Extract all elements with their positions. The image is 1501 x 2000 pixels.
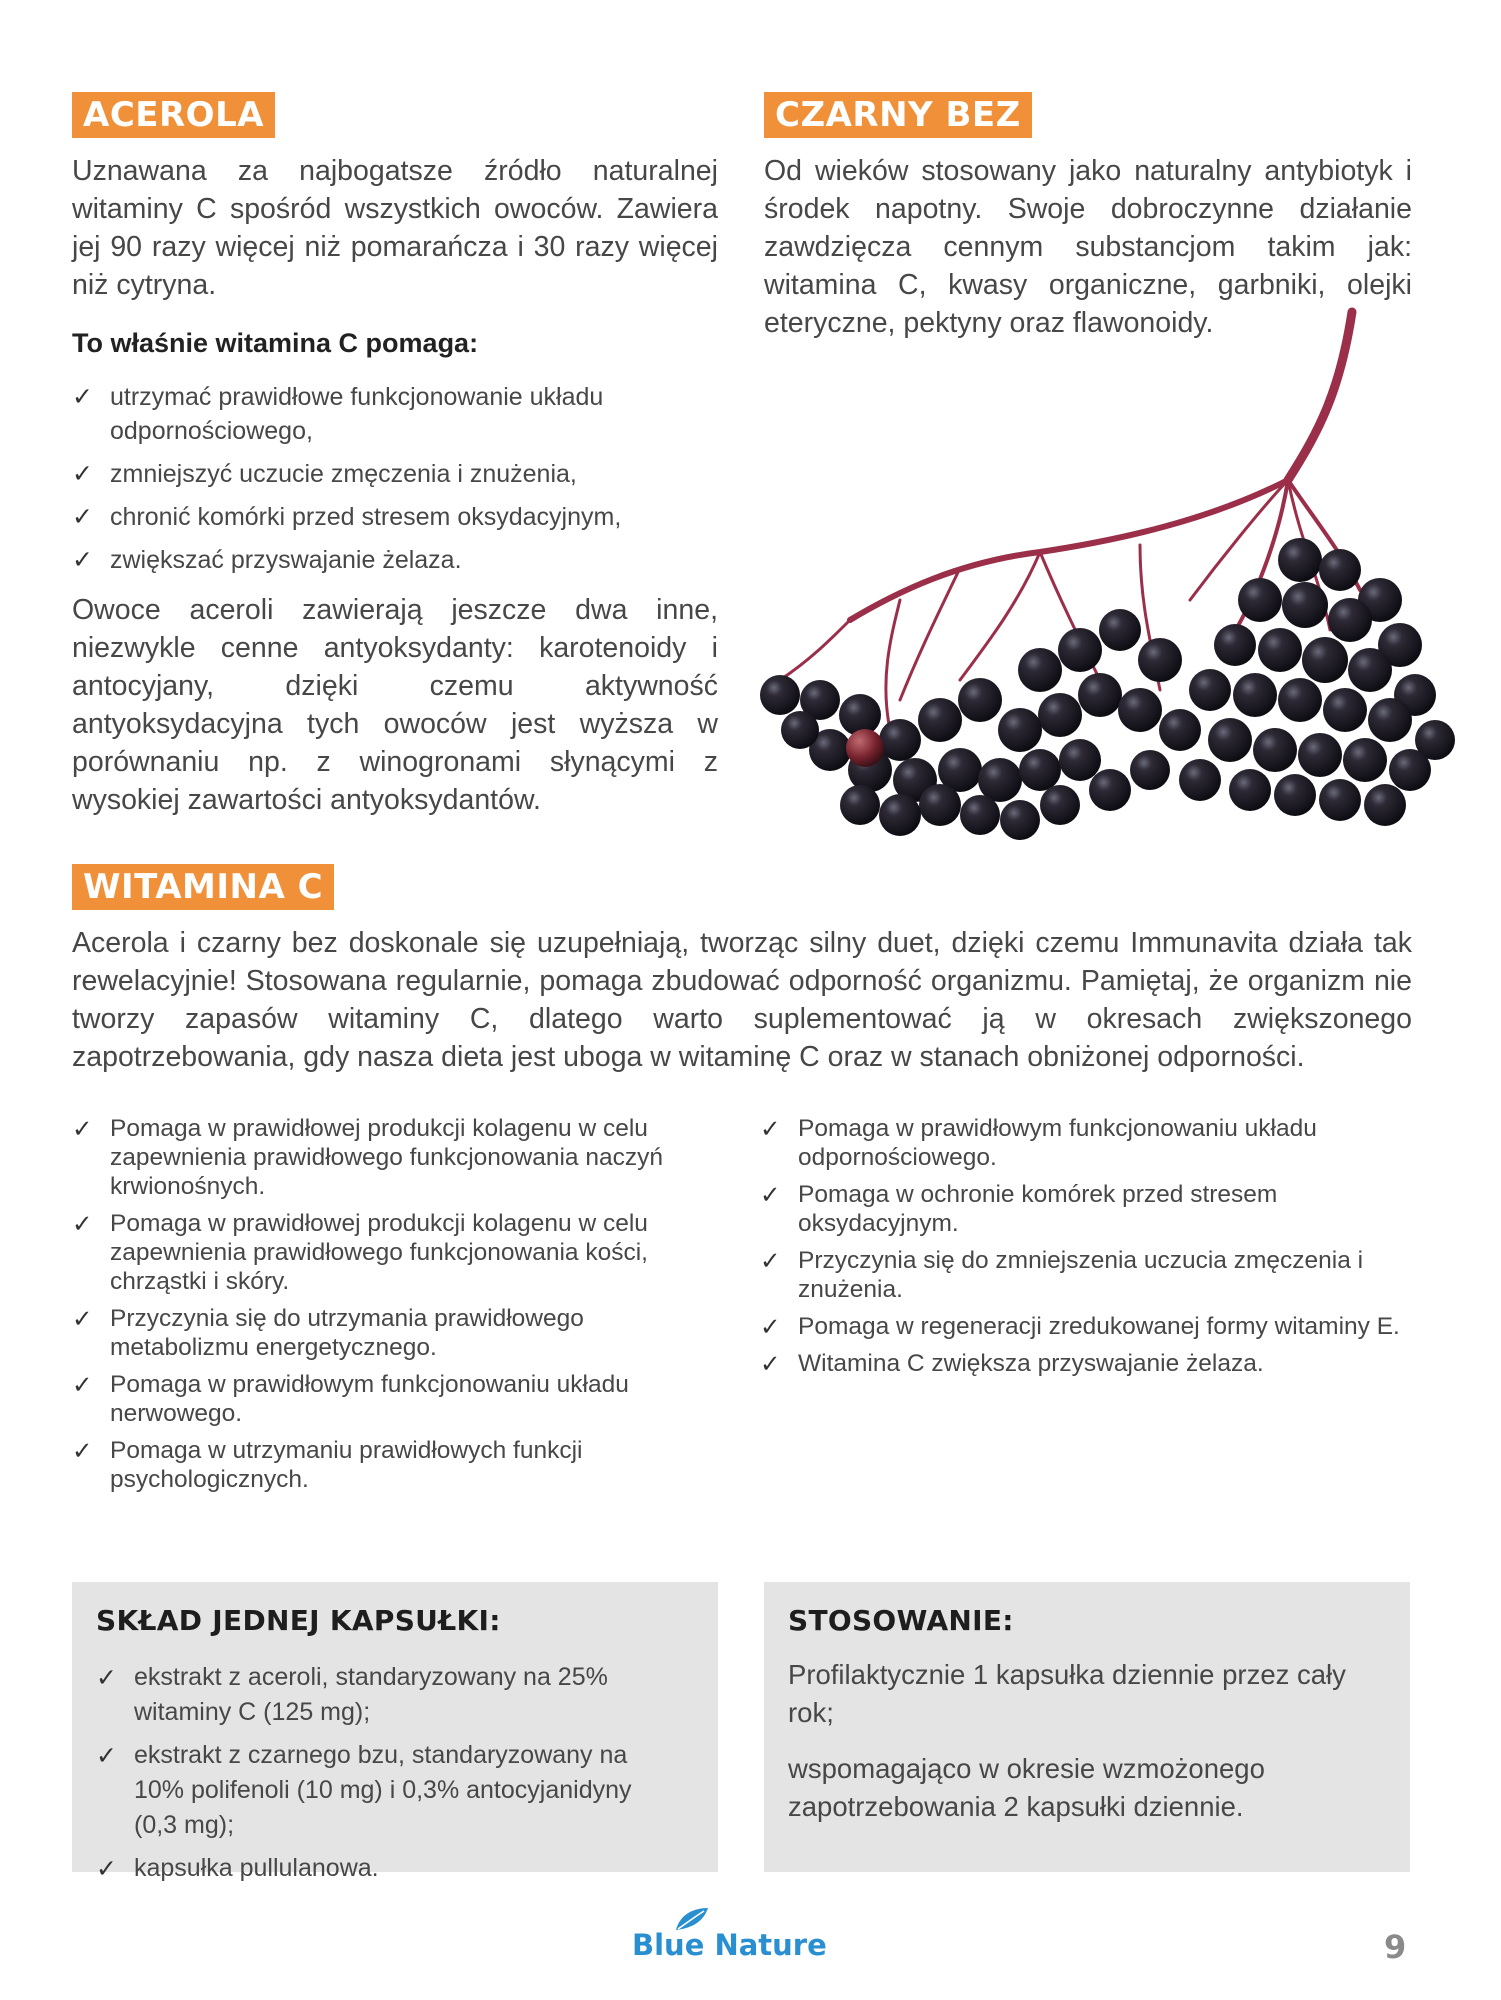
- list-item-text: Pomaga w prawidłowej produkcji kolagenu w celu zapewnienia prawidłowego funkcjonowania naczyń krwionośnych.: [110, 1115, 663, 1200]
- acerola-heading: ACEROLA: [72, 92, 275, 138]
- acerola-subheading: To właśnie witamina C pomaga:: [72, 328, 479, 358]
- check-icon: ✓: [760, 1349, 781, 1378]
- check-icon: ✓: [760, 1246, 781, 1275]
- list-item: [96, 1851, 676, 1886]
- brand-name: Blue Nature: [632, 1928, 827, 1962]
- witamina-c-right-list: [760, 1114, 1400, 1386]
- list-item: [760, 1114, 1400, 1172]
- list-item-text: Przyczynia się do utrzymania prawidłowego metabolizmu energetycznego.: [110, 1305, 584, 1361]
- check-icon: ✓: [760, 1180, 781, 1209]
- list-item: [96, 1660, 676, 1730]
- list-item: [72, 1304, 722, 1362]
- list-item: [72, 1209, 722, 1296]
- list-item-text: Pomaga w regeneracji zredukowanej formy witaminy E.: [798, 1313, 1400, 1340]
- check-icon: ✓: [72, 459, 93, 488]
- elderberry-image: [740, 300, 1460, 860]
- list-item: [760, 1180, 1400, 1238]
- acerola-outro: Owoce aceroli zawierają jeszcze dwa inne, niezwykle cenne antyoksydanty: karotenoidy i antocyjany, dzięki czemu aktywność antyoksydacyjna tych owoców jest wyższa w porównaniu np. z winogronami słynącymi z wysokiej zawartości antyoksydantów.: [72, 594, 718, 816]
- list-item: [72, 457, 672, 491]
- acerola-intro: Uznawana za najbogatsze źródło naturalnej witaminy C spośród wszystkich owoców. Zawiera jej 90 razy więcej niż pomarańcza i 30 razy więcej niż cytryna.: [72, 155, 718, 301]
- czarny-bez-text: Od wieków stosowany jako naturalny antybiotyk i środek napotny. Swoje dobroczynne działanie zawdzięcza cennym substancjom takim jak: witamina C, kwasy organiczne, garbniki, olejki eteryczne, pektyny oraz flawonoidy.: [764, 155, 1412, 339]
- page-number: 9: [1384, 1928, 1407, 1966]
- acerola-benefits-list: [72, 380, 672, 586]
- check-icon: ✓: [760, 1312, 781, 1341]
- list-item: [760, 1349, 1400, 1378]
- list-item: [72, 380, 672, 448]
- composition-list: [96, 1660, 676, 1894]
- witamina-c-heading: WITAMINA C: [72, 864, 334, 910]
- list-item-text: Pomaga w utrzymaniu prawidłowych funkcji psychologicznych.: [110, 1437, 583, 1493]
- witamina-c-left-list: [72, 1114, 722, 1502]
- check-icon: ✓: [96, 1663, 117, 1692]
- list-item-text: zwiększać przyswajanie żelaza.: [110, 546, 462, 574]
- check-icon: ✓: [96, 1854, 117, 1883]
- usage-text-2: wspomagająco w okresie wzmożonego zapotrzebowania 2 kapsułki dziennie.: [788, 1753, 1265, 1822]
- witamina-c-text: Acerola i czarny bez doskonale się uzupełniają, tworząc silny duet, dzięki czemu Immunavita działa tak rewelacyjnie! Stosowana regularnie, pomaga zbudować odporność organizmu. Pamiętaj, że organizm nie tworzy zapasów witaminy C, dlatego warto suplementować ją w okresach zwiększonego zapotrzebowania, gdy nasza dieta jest uboga w witaminę C oraz w stanach obniżonej odporności.: [72, 927, 1412, 1073]
- list-item: [760, 1246, 1400, 1304]
- usage-box: [764, 1582, 1410, 1872]
- list-item: [72, 543, 672, 577]
- check-icon: ✓: [72, 502, 93, 531]
- check-icon: ✓: [72, 1209, 93, 1238]
- list-item-text: Pomaga w ochronie komórek przed stresem oksydacyjnym.: [798, 1181, 1278, 1237]
- list-item: [72, 500, 672, 534]
- list-item: [760, 1312, 1400, 1341]
- list-item: [72, 1370, 722, 1428]
- czarny-bez-heading: CZARNY BEZ: [764, 92, 1032, 138]
- elderberry-cluster: [760, 538, 1455, 840]
- list-item: [96, 1738, 676, 1843]
- check-icon: ✓: [72, 1114, 93, 1143]
- list-item-text: Witamina C zwiększa przyswajanie żelaza.: [798, 1350, 1264, 1377]
- check-icon: ✓: [96, 1741, 117, 1770]
- check-icon: ✓: [72, 1370, 93, 1399]
- check-icon: ✓: [72, 1304, 93, 1333]
- list-item-text: utrzymać prawidłowe funkcjonowanie układu odpornościowego,: [110, 383, 604, 445]
- usage-text-1: Profilaktycznie 1 kapsułka dziennie przez cały rok;: [788, 1659, 1346, 1728]
- composition-box: [72, 1582, 718, 1883]
- list-item-text: zmniejszyć uczucie zmęczenia i znużenia,: [110, 460, 577, 488]
- check-icon: ✓: [72, 382, 93, 411]
- list-item-text: Przyczynia się do zmniejszenia uczucia zmęczenia i znużenia.: [798, 1247, 1364, 1303]
- list-item-text: kapsułka pullulanowa.: [134, 1854, 379, 1882]
- list-item-text: ekstrakt z czarnego bzu, standaryzowany na 10% polifenoli (10 mg) i 0,3% antocyjanidyny (0,3 mg);: [134, 1741, 632, 1839]
- list-item-text: Pomaga w prawidłowym funkcjonowaniu układu nerwowego.: [110, 1371, 629, 1427]
- check-icon: ✓: [760, 1114, 781, 1143]
- list-item-text: chronić komórki przed stresem oksydacyjnym,: [110, 503, 622, 531]
- list-item: [72, 1114, 722, 1201]
- check-icon: ✓: [72, 545, 93, 574]
- list-item-text: Pomaga w prawidłowym funkcjonowaniu układu odpornościowego.: [798, 1115, 1317, 1171]
- list-item-text: ekstrakt z aceroli, standaryzowany na 25% witaminy C (125 mg);: [134, 1663, 608, 1726]
- list-item-text: Pomaga w prawidłowej produkcji kolagenu w celu zapewnienia prawidłowego funkcjonowania kości, chrząstki i skóry.: [110, 1210, 648, 1295]
- usage-title: STOSOWANIE:: [788, 1604, 1014, 1637]
- composition-title: SKŁAD JEDNEJ KAPSUŁKI:: [96, 1604, 501, 1637]
- check-icon: ✓: [72, 1436, 93, 1465]
- list-item: [72, 1436, 722, 1494]
